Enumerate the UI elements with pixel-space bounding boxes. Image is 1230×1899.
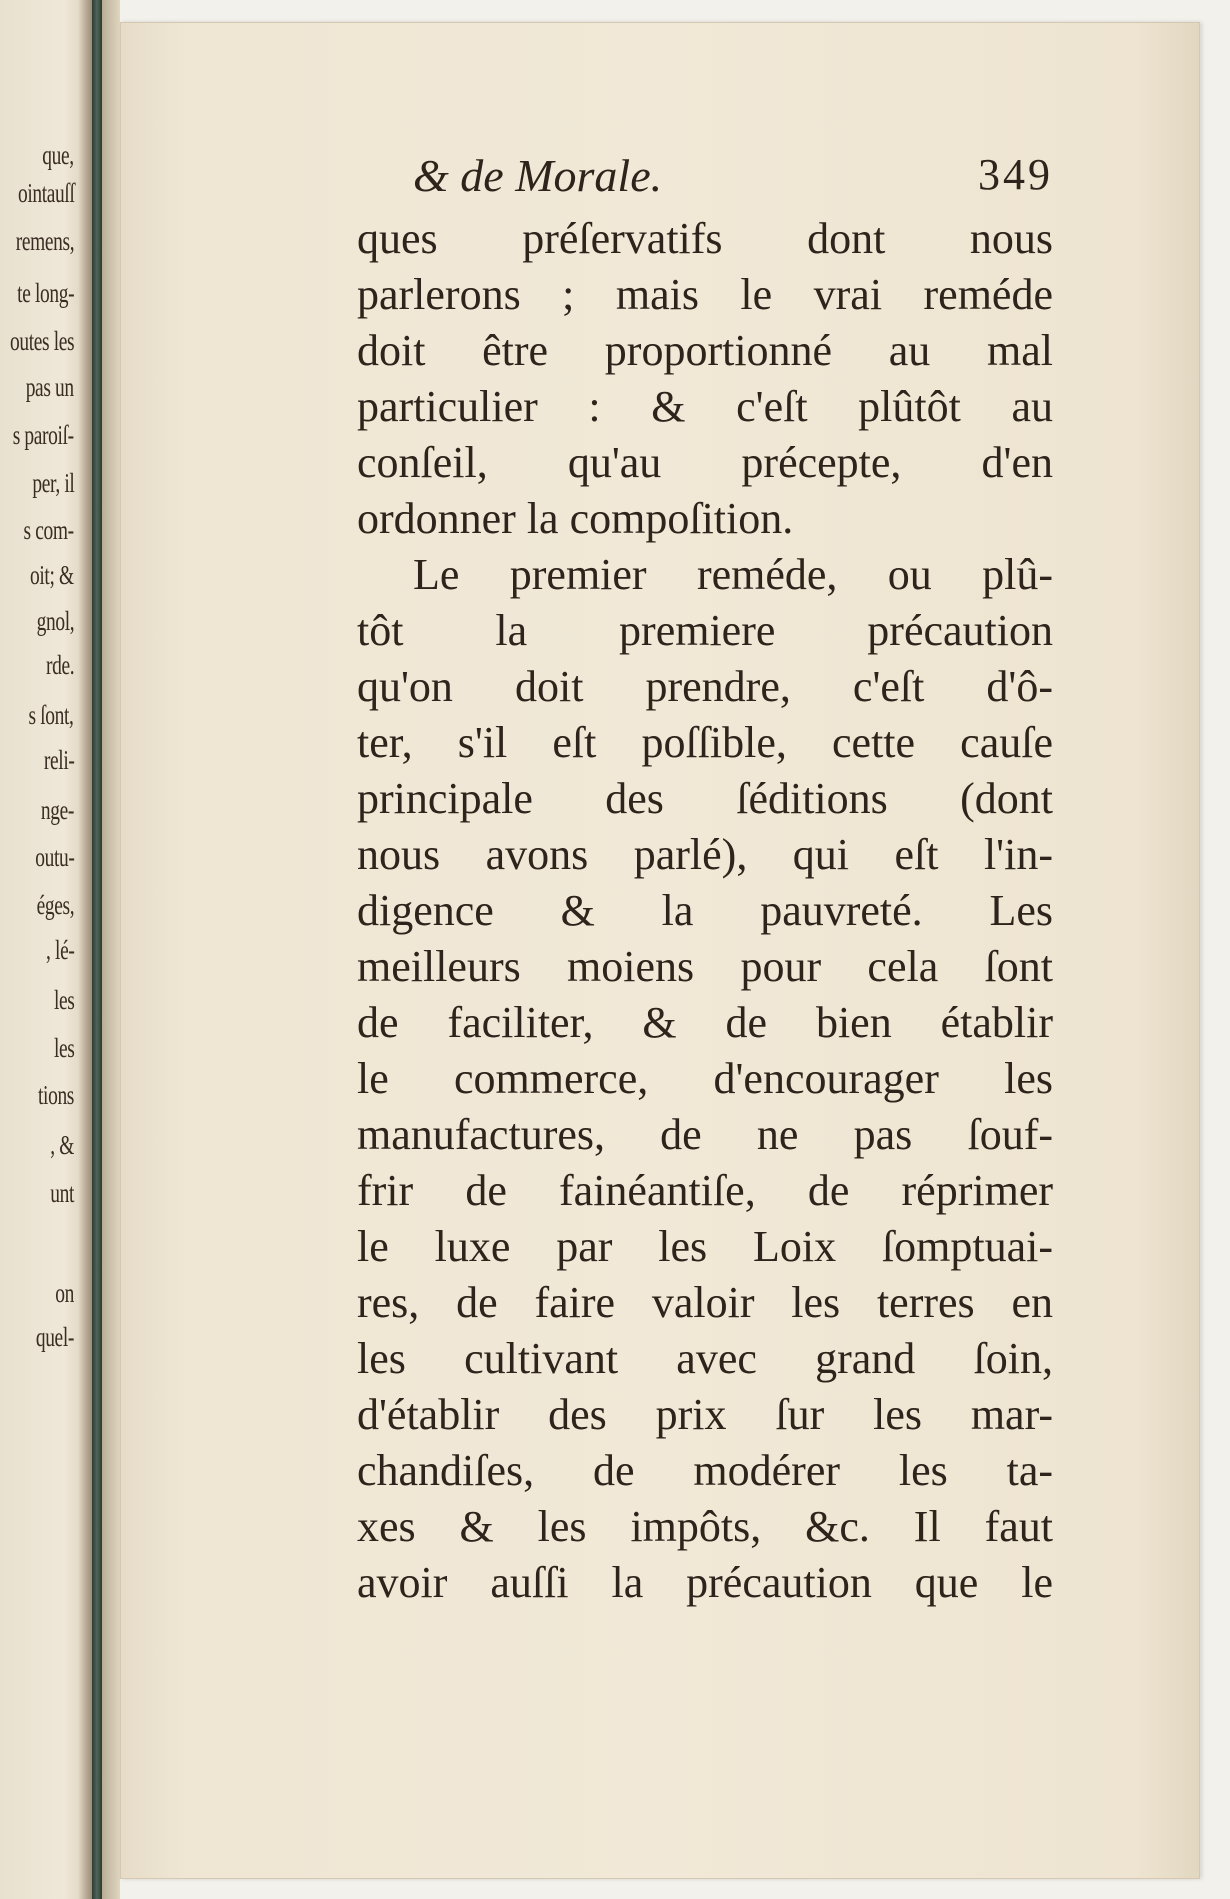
- text-line: ordonner la compoſition.: [357, 494, 794, 543]
- text-line: chandiſes, de modérer les ta-: [357, 1446, 1053, 1495]
- text-line: res, de faire valoir les terres en: [357, 1278, 1053, 1327]
- text-line: principale des ſéditions (dont: [357, 774, 1053, 823]
- previous-page-fragment: gnol,: [36, 606, 74, 636]
- previous-page-fragment: outes les: [9, 326, 74, 356]
- previous-page-fragment: tions: [37, 1080, 74, 1110]
- text-line: avoir auſſi la précaution que le: [357, 1558, 1053, 1607]
- text-line: conſeil, qu'au précepte, d'en: [357, 438, 1053, 487]
- previous-page-fragment: que,: [42, 140, 74, 170]
- previous-page-fragment: rde.: [45, 650, 74, 680]
- previous-page-fragment: les: [53, 985, 74, 1015]
- previous-page-fragment: reli-: [43, 745, 74, 775]
- text-line: xes & les impôts, &c. Il faut: [357, 1502, 1053, 1551]
- previous-page-fragment: nge-: [40, 795, 74, 825]
- previous-page-fragment: remens,: [15, 226, 74, 256]
- previous-page-fragment: éges,: [36, 890, 74, 920]
- text-line: frir de fainéantiſe, de réprimer: [357, 1166, 1053, 1215]
- previous-page-fragment: oit; &: [30, 560, 74, 590]
- previous-page-fragment: pas un: [25, 372, 74, 402]
- text-line: ter, s'il eſt poſſible, cette cauſe: [357, 718, 1053, 767]
- text-line: le luxe par les Loix ſomptuai-: [357, 1222, 1053, 1271]
- text-line: meilleurs moiens pour cela ſont: [357, 942, 1053, 991]
- previous-page-fragment: outu-: [34, 842, 74, 872]
- previous-page-fragment: on: [55, 1278, 74, 1308]
- previous-page-fragment: les: [53, 1033, 74, 1063]
- previous-page-fragment: ointauſſ: [17, 178, 74, 208]
- text-line: doit être proportionné au mal: [357, 326, 1053, 375]
- text-line: parlerons ; mais le vrai reméde: [357, 270, 1053, 319]
- text-line: digence & la pauvreté. Les: [357, 886, 1053, 935]
- text-line: Le premier reméde, ou plû-: [413, 550, 1053, 599]
- text-line: manufactures, de ne pas ſouf-: [357, 1110, 1053, 1159]
- previous-page-fragment: quel-: [35, 1322, 74, 1352]
- previous-page-fragment: te long-: [16, 278, 74, 308]
- previous-page-fragment: s paroiſ-: [12, 420, 74, 450]
- binding-edge: [92, 0, 102, 1899]
- text-line: d'établir des prix ſur les mar-: [357, 1390, 1053, 1439]
- text-line: le commerce, d'encourager les: [357, 1054, 1053, 1103]
- previous-page-edge: [0, 0, 92, 1899]
- text-line: particulier : & c'eſt plûtôt au: [357, 382, 1053, 431]
- book-page: [120, 22, 1200, 1879]
- previous-page-fragment: s ſont,: [28, 700, 74, 730]
- text-line: ques préſervatifs dont nous: [357, 214, 1053, 263]
- page-number: 349: [978, 150, 1053, 199]
- text-line: nous avons parlé), qui eſt l'in-: [357, 830, 1053, 879]
- previous-page-fragment: , lé-: [45, 935, 74, 965]
- gutter: [102, 0, 120, 1899]
- text-line: tôt la premiere précaution: [357, 606, 1053, 655]
- running-head-title: & de Morale.: [413, 150, 663, 201]
- page-edge-shadow: [78, 0, 92, 1899]
- previous-page-fragment: per, il: [31, 468, 74, 498]
- text-line: les cultivant avec grand ſoin,: [357, 1334, 1053, 1383]
- text-line: de faciliter, & de bien établir: [357, 998, 1053, 1047]
- previous-page-fragment: unt: [50, 1178, 74, 1208]
- previous-page-fragment: , &: [50, 1130, 74, 1160]
- body-text: [357, 211, 1053, 1611]
- text-line: qu'on doit prendre, c'eſt d'ô-: [357, 662, 1053, 711]
- running-head: [413, 149, 1053, 209]
- previous-page-fragment: s com-: [23, 515, 74, 545]
